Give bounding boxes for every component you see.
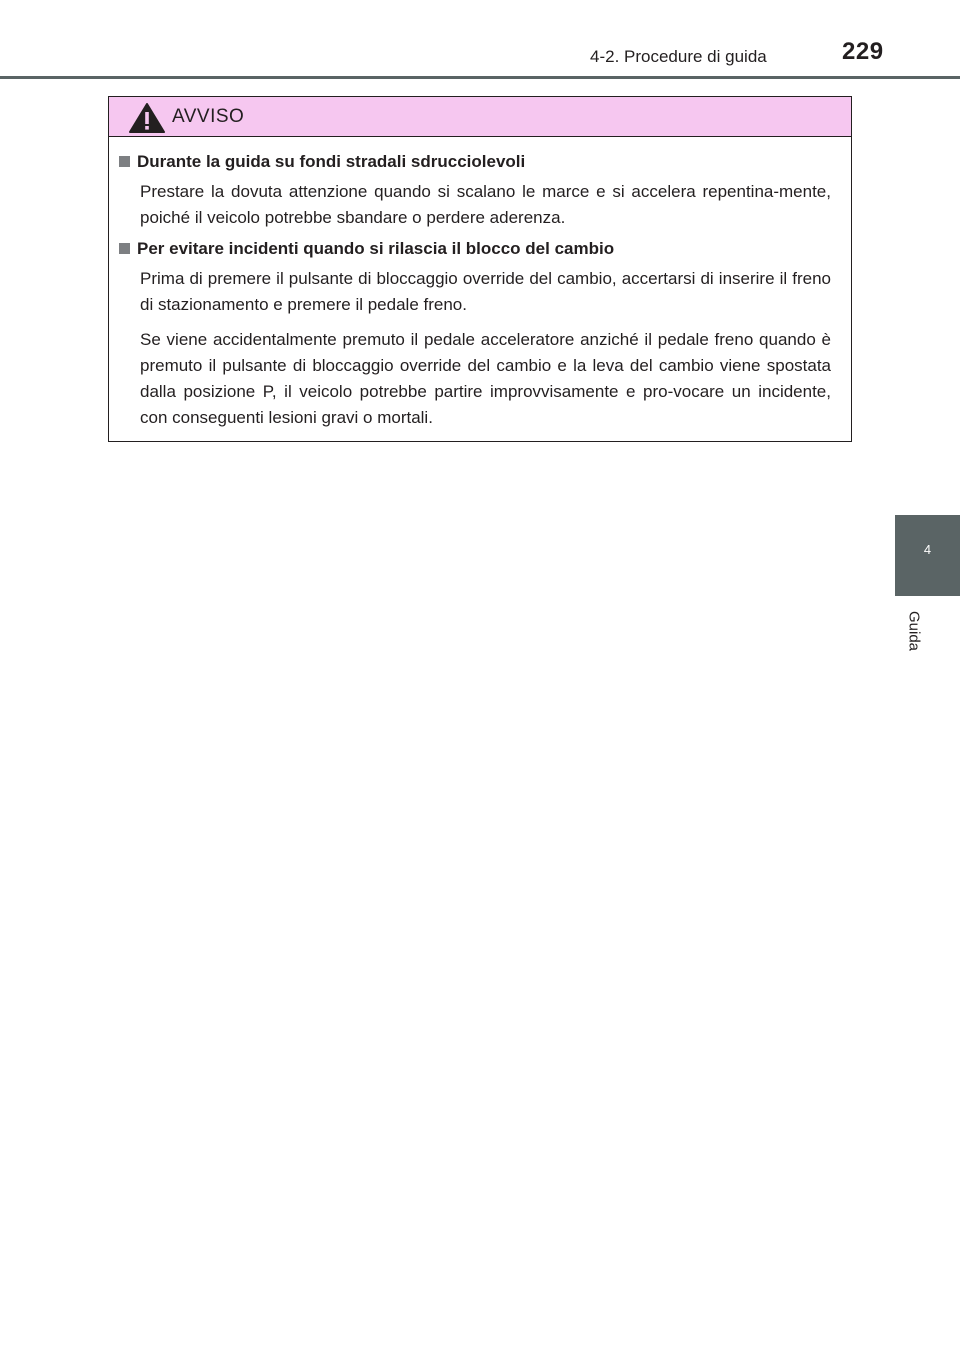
chapter-number: 4 <box>923 542 932 557</box>
paragraph: Prestare la dovuta attenzione quando si scalano le marce e si accelera repentina-mente, poiché il veicolo potrebbe sbandare o perdere aderenza. <box>140 182 831 227</box>
warning-title: AVVISO <box>172 106 245 127</box>
warning-box <box>108 96 852 442</box>
square-bullet-icon <box>119 156 130 167</box>
warning-triangle-icon <box>127 101 167 135</box>
section-title: 4-2. Procedure di guida <box>590 47 767 66</box>
page-number: 229 <box>842 38 884 65</box>
item-heading-text: Durante la guida su fondi stradali sdrucciolevoli <box>137 152 526 171</box>
item-heading <box>116 238 831 260</box>
warning-header <box>109 97 851 137</box>
chapter-label: Guida <box>905 610 923 652</box>
chapter-label-container <box>904 601 924 661</box>
warning-body <box>109 137 851 431</box>
paragraph: Se viene accidentalmente premuto il pedale acceleratore anziché il pedale freno quando è premuto il pulsante di bloccaggio override del cambio e la leva del cambio viene spostata dalla posizione P, il veicolo potrebbe partire improvvisamente e pro-vocare un incidente, con conseguenti lesioni gravi o mortali. <box>140 330 831 427</box>
paragraph: Prima di premere il pulsante di bloccaggio override del cambio, accertarsi di inserire il freno di stazionamento e premere il pedale freno. <box>140 269 831 314</box>
chapter-tab <box>895 515 960 596</box>
item-heading-text: Per evitare incidenti quando si rilascia il blocco del cambio <box>137 239 615 258</box>
header-rule <box>0 76 960 79</box>
item-heading <box>116 151 831 173</box>
square-bullet-icon <box>119 243 130 254</box>
